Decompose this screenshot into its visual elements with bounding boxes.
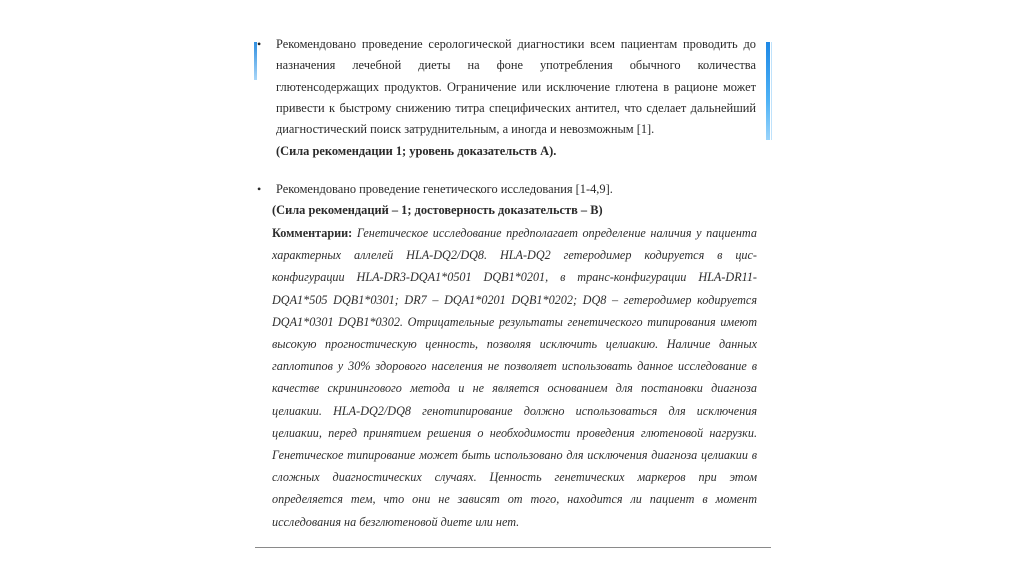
document-page xyxy=(257,30,765,546)
recommendation-1-strength: (Сила рекомендации 1; уровень доказательств А). xyxy=(276,144,557,158)
bullet-1: • xyxy=(257,37,262,51)
comment-text: Генетическое исследование предполагает определение наличия у пациента характерных аллелей HLA-DQ2/DQ8. HLA-DQ2 гетеродимер кодируется в цис-конфигурации HLA-DR3-DQA1*0501 DQB1*0201, в транс-конфигурации HLA-DR11-DQA1*505 DQB1*0301; DR7 – DQA1*0201 DQB1*0202; DQ8 – гетеродимер кодируется DQA1*0301 DQB1*0302. Отрицательные результаты генетического типирования имеют высокую прогностическую ценность, позволяя исключить целиакию. Наличие данных гаплотипов у 30% здорового населения не позволяет использовать данное исследование в качестве скринингового метода и не является основанием для постановки диагноза целиакии. HLA-DQ2/DQ8 генотипирование должно использоваться для исключения целиакии, перед принятием решения о необходимости проведения глютеновой нагрузки. Генетическое типирование может быть использовано для исключения диагноза целиакии в сложных диагностических случаях. Ценность генетических маркеров при этом определяется тем, что они не зависят от того, находится ли пациент в момент исследования на безглютеновой диете или нет. xyxy=(272,226,757,529)
recommendation-2-strength: (Сила рекомендаций – 1; достоверность доказательств – В) xyxy=(272,203,603,217)
accent-bar-right xyxy=(766,42,770,140)
comment-label: Комментарии: xyxy=(272,226,357,240)
recommendation-2-text: Рекомендовано проведение генетического исследования [1-4,9]. xyxy=(276,182,613,196)
recommendation-1-text: Рекомендовано проведение серологической диагностики всем пациентам проводить до назначения лечебной диеты на фоне употребления обычного количества глютенсодержащих продуктов. Ограничение или исключение глютена в рационе может привести к быстрому снижению титра специфических антител, что сделает дальнейший диагностический поиск затруднительным, а иногда и невозможным [1]. xyxy=(276,37,756,137)
page-bottom-rule xyxy=(255,547,771,548)
recommendation-2-comment xyxy=(272,222,757,533)
bullet-2: • xyxy=(257,182,262,196)
accent-bar-right-thin xyxy=(771,42,772,140)
